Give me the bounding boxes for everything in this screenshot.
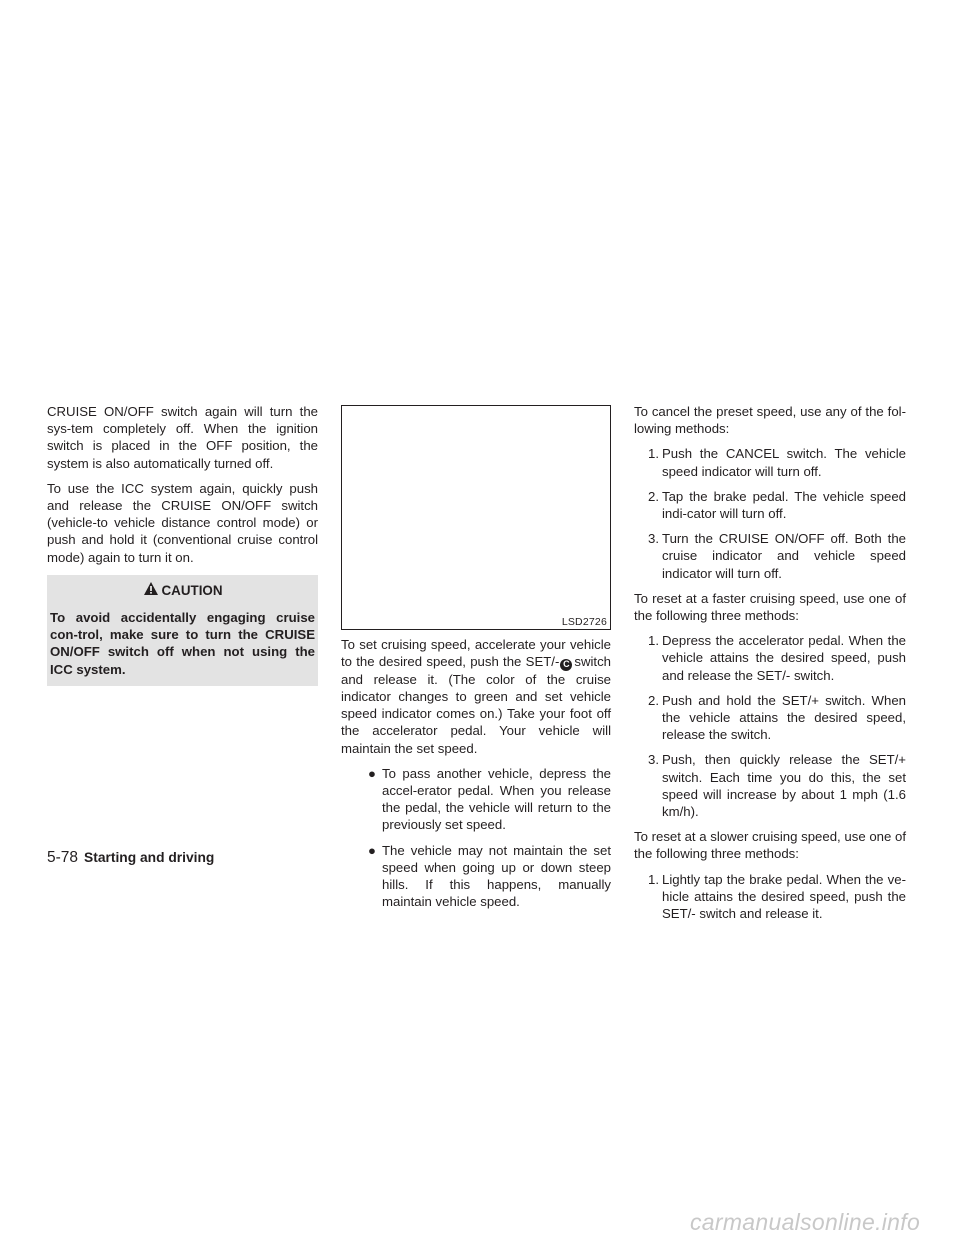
set-speed-text-a: To set cruising speed, accelerate your vehicle to the desired speed, push the SET/-: [341, 637, 611, 670]
illustration-frame: [341, 405, 611, 630]
list-item: [648, 692, 906, 744]
middle-column: [341, 636, 611, 918]
cancel-intro: To cancel the preset speed, use any of the fol-lowing methods:: [634, 404, 906, 437]
bullet-text: The vehicle may not maintain the set speed when going up or down steep hills. If this happens, manually maintain vehicle speed.: [382, 842, 611, 910]
slower-intro: To reset at a slower cruising speed, use one of the following three methods:: [634, 829, 906, 862]
caution-box: [47, 575, 318, 686]
paragraph-cruise-off: CRUISE ON/OFF switch again will turn the sys-tem completely off. When the ignition switch is placed in the OFF position, the system is also automatically turned off.: [47, 404, 318, 471]
list-item: [648, 488, 906, 522]
item-number: 3.: [648, 752, 659, 768]
figure-code: LSD2726: [561, 616, 607, 628]
list-item: [648, 530, 906, 582]
item-text: Lightly tap the brake pedal. When the ve-hicle attains the desired speed, push the SET/- switch and release it.: [662, 871, 906, 922]
set-speed-text-b: switch and release it. (The color of the cruise indicator changes to green and set vehicle speed indicator comes on.) Take your foot off the accelerator pedal. Your vehicle will maintain the set speed.: [341, 654, 611, 756]
item-text: Push the CANCEL switch. The vehicle speed indicator will turn off.: [662, 446, 906, 479]
caution-title: CAUTION: [161, 582, 223, 598]
item-number: 2.: [648, 692, 659, 708]
paragraph-icc-again: To use the ICC system again, quickly push and release the CRUISE ON/OFF switch (vehicle-to vehicle distance control mode) or push and hold it (conventional cruise control mode) again to turn it on.: [47, 480, 318, 565]
faster-list: [634, 632, 906, 820]
left-column: [47, 403, 318, 686]
warning-triangle-icon: [143, 581, 159, 600]
item-number: 2.: [648, 488, 659, 504]
list-item: [648, 632, 906, 684]
item-number: 3.: [648, 531, 659, 547]
item-text: Depress the accelerator pedal. When the vehicle attains the desired speed, push and release the SET/- switch.: [662, 633, 906, 683]
bullet-list: [341, 765, 611, 911]
slower-list: [634, 871, 906, 923]
item-text: Push, then quickly release the SET/+ switch. Each time you do this, the set speed will increase by about 1 mph (1.6 km/h).: [662, 752, 906, 820]
section-title: Starting and driving: [84, 850, 215, 865]
item-number: 1.: [648, 633, 659, 649]
watermark: carmanualsonline.info: [690, 1209, 921, 1235]
list-item: [648, 871, 906, 923]
bullet-icon: ●: [368, 842, 376, 858]
list-item: [648, 445, 906, 479]
bullet-icon: ●: [368, 765, 376, 781]
bullet-text: To pass another vehicle, depress the accel-erator pedal. When you release the pedal, the vehicle will return to the previously set speed.: [382, 765, 611, 833]
caution-header: [50, 581, 315, 600]
item-text: Push and hold the SET/+ switch. When the vehicle attains the desired speed, release the switch.: [662, 692, 906, 743]
item-text: Turn the CRUISE ON/OFF off. Both the cruise indicator and vehicle speed indicator will turn off.: [662, 531, 906, 581]
list-item: [648, 751, 906, 820]
item-text: Tap the brake pedal. The vehicle speed indi-cator will turn off.: [662, 488, 906, 522]
paragraph-set-speed: [341, 636, 611, 757]
circled-c-icon: C: [560, 659, 572, 671]
cancel-list: [634, 445, 906, 581]
faster-intro: To reset at a faster cruising speed, use one of the following three methods:: [634, 590, 906, 624]
right-column: [634, 403, 906, 930]
list-item: [368, 765, 611, 834]
caution-text: To avoid accidentally engaging cruise con-trol, make sure to turn the CRUISE ON/OFF switch off when not using the ICC system.: [50, 610, 315, 677]
item-number: 1.: [648, 871, 659, 887]
page-footer: [47, 849, 214, 867]
list-item: [368, 842, 611, 911]
item-number: 1.: [648, 446, 659, 462]
page-number: 5-78: [47, 849, 79, 866]
